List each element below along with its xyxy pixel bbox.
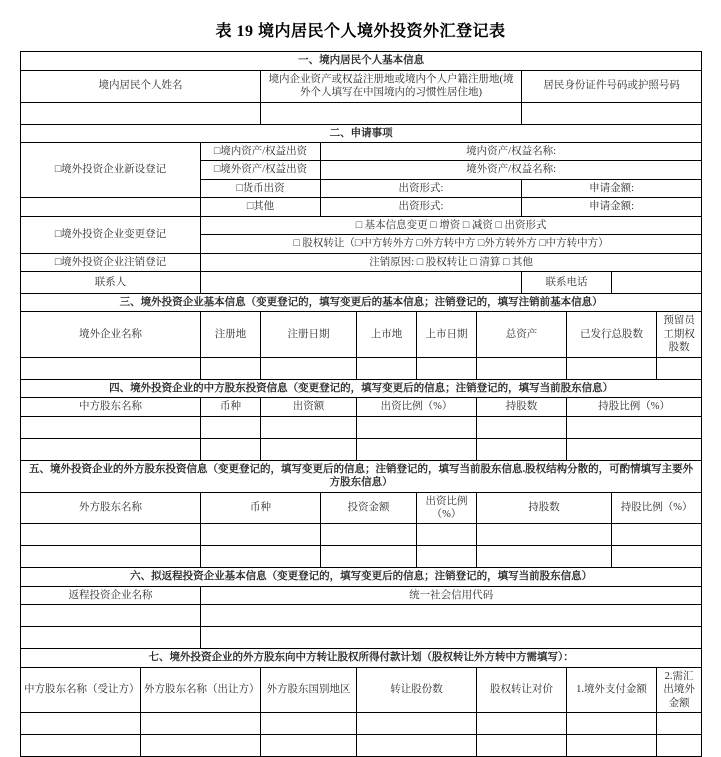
col-shareholding-ratio-cn: 持股比例（%）	[567, 398, 702, 416]
col-overseas-payment-amount: 1.境外支付金额	[567, 667, 657, 712]
cell-currency-cn[interactable]	[201, 416, 261, 438]
checkbox-group-equity-transfer[interactable]: □ 股权转让（□中方转外方 □外方转中方 □外方转外方 □中方转中方）	[201, 235, 702, 253]
cell-shareholding-ratio-fn[interactable]	[612, 524, 702, 546]
cell-total-assets[interactable]	[477, 357, 567, 379]
col-listing-place: 上市地	[357, 312, 417, 357]
cell-listing-place[interactable]	[357, 357, 417, 379]
cell-roundtrip-company-name[interactable]	[21, 605, 201, 627]
col-resident-name: 境内居民个人姓名	[21, 70, 261, 102]
cell-contribution-ratio-fn[interactable]	[417, 524, 477, 546]
cell-shareholding-count-cn[interactable]	[477, 438, 567, 460]
checkbox-cancel-registration[interactable]: □境外投资企业注销登记	[21, 253, 201, 271]
section2-heading: 二、申请事项	[21, 124, 702, 142]
checkbox-group-cancel-reason[interactable]: 注销原因: □ 股权转让 □ 清算 □ 其他	[201, 253, 702, 271]
value-resident-name[interactable]	[21, 102, 261, 124]
section2-change-row-1	[21, 216, 702, 234]
cell-reserved-option-shares[interactable]	[657, 357, 702, 379]
col-transferee-chinese-shareholder: 中方股东名称（受让方）	[21, 667, 141, 712]
cell-transferee-chinese-shareholder[interactable]	[21, 735, 141, 757]
value-contact-phone[interactable]	[612, 272, 702, 294]
section5-heading: 五、境外投资企业的外方股东投资信息（变更登记的，填写变更后的信息；注销登记的，填写当前股东信息.股权结构分散的，可酌情填写主要外方股东信息）	[21, 460, 702, 492]
field-apply-amount-1[interactable]: 申请金额:	[522, 179, 702, 197]
section7-heading-row	[21, 649, 702, 667]
cell-shareholding-count-fn[interactable]	[477, 524, 612, 546]
checkbox-new-establishment[interactable]: □境外投资企业新设登记	[21, 142, 201, 197]
checkbox-domestic-asset-contribution[interactable]: □境内资产/权益出资	[201, 142, 321, 160]
table-row	[21, 735, 702, 757]
col-currency-cn: 币种	[201, 398, 261, 416]
section3-header-row	[21, 312, 702, 357]
cell-contribution-amount-cn[interactable]	[261, 438, 357, 460]
section6-heading-row	[21, 568, 702, 586]
value-contact-person[interactable]	[201, 272, 522, 294]
cell-shareholding-count-fn[interactable]	[477, 546, 612, 568]
cell-foreign-shareholder-name[interactable]	[21, 546, 201, 568]
col-transfer-consideration: 股权转让对价	[477, 667, 567, 712]
checkbox-other-contribution[interactable]: □其他	[201, 198, 321, 216]
section6-heading: 六、拟返程投资企业基本信息（变更登记的，填写变更后的信息；注销登记的，填写当前股东信息）	[21, 568, 702, 586]
col-contribution-amount-cn: 出资额	[261, 398, 357, 416]
col-shareholding-count-fn: 持股数	[477, 492, 612, 524]
table-row	[21, 605, 702, 627]
col-issued-shares: 已发行总股数	[567, 312, 657, 357]
section6-header-row	[21, 586, 702, 604]
col-registration-location: 注册地	[201, 312, 261, 357]
cell-foreign-shareholder-country[interactable]	[261, 735, 357, 757]
cell-remittance-abroad-amount[interactable]	[657, 735, 702, 757]
col-foreign-shareholder-country: 外方股东国别地区	[261, 667, 357, 712]
section2-new-row-4	[21, 198, 702, 216]
field-domestic-asset-name[interactable]: 境内资产/权益名称:	[321, 142, 702, 160]
cell-roundtrip-company-name[interactable]	[21, 627, 201, 649]
col-contribution-ratio-fn: 出资比例（%）	[417, 492, 477, 524]
cell-registration-date[interactable]	[261, 357, 357, 379]
section1-heading: 一、境内居民个人基本信息	[21, 52, 702, 70]
cell-foreign-shareholder-name[interactable]	[21, 524, 201, 546]
table-row	[21, 524, 702, 546]
section2-cancel-row	[21, 253, 702, 271]
col-chinese-shareholder-name: 中方股东名称	[21, 398, 201, 416]
col-shareholding-count-cn: 持股数	[477, 398, 567, 416]
cell-contribution-amount-cn[interactable]	[261, 416, 357, 438]
cell-transferred-shares[interactable]	[357, 735, 477, 757]
checkbox-overseas-asset-contribution[interactable]: □境外资产/权益出资	[201, 161, 321, 179]
section5-header-row	[21, 492, 702, 524]
col-registration-date: 注册日期	[261, 312, 357, 357]
checkbox-change-registration[interactable]: □境外投资企业变更登记	[21, 216, 201, 253]
cell-transfer-consideration[interactable]	[477, 713, 567, 735]
checkbox-currency-contribution[interactable]: □货币出资	[201, 179, 321, 197]
cell-shareholding-ratio-cn[interactable]	[567, 438, 702, 460]
section3-heading: 三、境外投资企业基本信息（变更登记的，填写变更后的基本信息；注销登记的，填写注销前基本信息）	[21, 294, 702, 312]
section4-heading: 四、境外投资企业的中方股东投资信息（变更登记的，填写变更后的信息；注销登记的，填写当前股东信息）	[21, 379, 702, 397]
cell-transferor-foreign-shareholder[interactable]	[141, 713, 261, 735]
col-unified-social-credit-code: 统一社会信用代码	[201, 586, 702, 604]
registration-form-table	[20, 51, 702, 757]
cell-shareholding-ratio-cn[interactable]	[567, 416, 702, 438]
cell-transferred-shares[interactable]	[357, 713, 477, 735]
cell-foreign-shareholder-country[interactable]	[261, 713, 357, 735]
cell-shareholding-ratio-fn[interactable]	[612, 546, 702, 568]
cell-overseas-payment-amount[interactable]	[567, 713, 657, 735]
cell-contribution-ratio-cn[interactable]	[357, 416, 477, 438]
cell-currency-fn[interactable]	[201, 546, 321, 568]
cell-shareholding-count-cn[interactable]	[477, 416, 567, 438]
col-roundtrip-company-name: 返程投资企业名称	[21, 586, 201, 604]
col-overseas-company-name: 境外企业名称	[21, 312, 201, 357]
table-row	[21, 416, 702, 438]
col-transferred-shares: 转让股份数	[357, 667, 477, 712]
col-transferor-foreign-shareholder: 外方股东名称（出让方）	[141, 667, 261, 712]
col-contribution-ratio-cn: 出资比例（%）	[357, 398, 477, 416]
field-contribution-form-1[interactable]: 出资形式:	[321, 179, 522, 197]
spacer-new-establishment	[21, 198, 201, 216]
cell-unified-social-credit-code[interactable]	[201, 627, 702, 649]
label-contact-phone: 联系电话	[522, 272, 612, 294]
section2-new-row-1	[21, 142, 702, 160]
col-reserved-option-shares: 预留员工期权股数	[657, 312, 702, 357]
cell-currency-fn[interactable]	[201, 524, 321, 546]
cell-transferee-chinese-shareholder[interactable]	[21, 713, 141, 735]
cell-contribution-ratio-fn[interactable]	[417, 546, 477, 568]
cell-chinese-shareholder-name[interactable]	[21, 416, 201, 438]
table-row	[21, 357, 702, 379]
section7-heading: 七、境外投资企业的外方股东向中方转让股权所得付款计划（股权转让外方转中方需填写）：	[21, 649, 702, 667]
section7-header-row	[21, 667, 702, 712]
col-currency-fn: 币种	[201, 492, 321, 524]
page-title: 表 19 境内居民个人境外投资外汇登记表	[215, 23, 506, 40]
cell-remittance-abroad-amount[interactable]	[657, 713, 702, 735]
value-id-number[interactable]	[522, 102, 702, 124]
col-shareholding-ratio-fn: 持股比例（%）	[612, 492, 702, 524]
section1-heading-row	[21, 52, 702, 70]
section4-heading-row	[21, 379, 702, 397]
col-registration-place: 境内企业资产或权益注册地或境内个人户籍注册地(境外个人填写在中国境内的习惯性居住地)	[261, 70, 522, 102]
section2-contact-row	[21, 272, 702, 294]
cell-currency-cn[interactable]	[201, 438, 261, 460]
cell-chinese-shareholder-name[interactable]	[21, 438, 201, 460]
cell-investment-amount-fn[interactable]	[321, 546, 417, 568]
field-apply-amount-2[interactable]: 申请金额:	[522, 198, 702, 216]
field-overseas-asset-name[interactable]: 境外资产/权益名称:	[321, 161, 702, 179]
col-remittance-abroad-amount: 2.需汇出境外金额	[657, 667, 702, 712]
col-foreign-shareholder-name: 外方股东名称	[21, 492, 201, 524]
section4-header-row	[21, 398, 702, 416]
section5-heading-row	[21, 460, 702, 492]
cell-listing-date[interactable]	[417, 357, 477, 379]
field-contribution-form-2[interactable]: 出资形式:	[321, 198, 522, 216]
checkbox-group-change-basic[interactable]: □ 基本信息变更 □ 增资 □ 减资 □ 出资形式	[201, 216, 702, 234]
section1-header-row	[21, 70, 702, 102]
cell-overseas-payment-amount[interactable]	[567, 735, 657, 757]
table-row	[21, 546, 702, 568]
cell-transfer-consideration[interactable]	[477, 735, 567, 757]
cell-investment-amount-fn[interactable]	[321, 524, 417, 546]
table-row	[21, 713, 702, 735]
cell-contribution-ratio-cn[interactable]	[357, 438, 477, 460]
cell-transferor-foreign-shareholder[interactable]	[141, 735, 261, 757]
table-row	[21, 438, 702, 460]
col-investment-amount-fn: 投资金额	[321, 492, 417, 524]
col-listing-date: 上市日期	[417, 312, 477, 357]
label-contact-person: 联系人	[21, 272, 201, 294]
section2-heading-row	[21, 124, 702, 142]
value-registration-place[interactable]	[261, 102, 522, 124]
table-row	[21, 627, 702, 649]
cell-overseas-company-name[interactable]	[21, 357, 201, 379]
col-id-number: 居民身份证件号码或护照号码	[522, 70, 702, 102]
cell-issued-shares[interactable]	[567, 357, 657, 379]
section3-heading-row	[21, 294, 702, 312]
cell-unified-social-credit-code[interactable]	[201, 605, 702, 627]
cell-registration-location[interactable]	[201, 357, 261, 379]
section1-value-row	[21, 102, 702, 124]
col-total-assets: 总资产	[477, 312, 567, 357]
